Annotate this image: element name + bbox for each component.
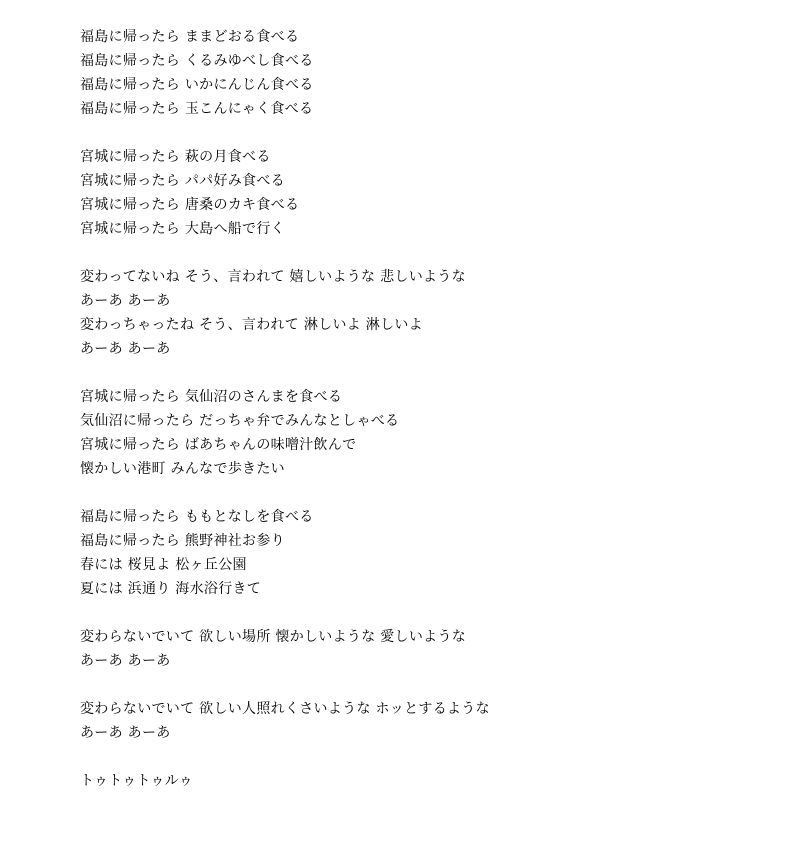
stanza-gap [80, 241, 780, 265]
lyric-line: 変わらないでいて 欲しい人照れくさいような ホッとするような [80, 701, 490, 717]
lyric-line: あーあ あーあ [80, 725, 171, 741]
stanza [80, 505, 780, 601]
lyric-line: 宮城に帰ったら 萩の月食べる [80, 149, 271, 165]
lyric-line: 宮城に帰ったら 気仙沼のさんまを食べる [80, 389, 343, 405]
stanza-gap [80, 745, 780, 769]
stanza [80, 265, 780, 361]
stanza [80, 697, 780, 745]
lyric-line: 変わってないね そう、言われて 嬉しいような 悲しいような [80, 269, 466, 285]
stanza-gap [80, 361, 780, 385]
stanza [80, 625, 780, 673]
lyric-line: 福島に帰ったら くるみゆべし食べる [80, 53, 314, 69]
lyric-line: 福島に帰ったら いかにんじん食べる [80, 77, 314, 93]
lyrics-document [80, 25, 780, 793]
lyric-line: 気仙沼に帰ったら だっちゃ弁でみんなとしゃべる [80, 413, 400, 429]
lyric-line: トゥトゥトゥルゥ [80, 773, 194, 789]
lyric-line: 宮城に帰ったら ばあちゃんの味噌汁飲んで [80, 437, 357, 453]
lyric-line: 宮城に帰ったら パパ好み食べる [80, 173, 285, 189]
lyric-line: 福島に帰ったら 熊野神社お参り [80, 533, 285, 549]
lyric-line: 宮城に帰ったら 唐桑のカキ食べる [80, 197, 300, 213]
lyric-line: 福島に帰ったら 玉こんにゃく食べる [80, 101, 314, 117]
lyric-line: 春には 桜見よ 松ヶ丘公園 [80, 557, 247, 573]
stanza-gap [80, 121, 780, 145]
lyric-line: 福島に帰ったら ままどおる食べる [80, 29, 300, 45]
lyric-line: 福島に帰ったら ももとなしを食べる [80, 509, 314, 525]
stanza [80, 769, 780, 793]
lyric-line: あーあ あーあ [80, 341, 171, 357]
stanza [80, 145, 780, 241]
lyric-line: 夏には 浜通り 海水浴行きて [80, 581, 262, 597]
stanza-gap [80, 673, 780, 697]
lyric-line: あーあ あーあ [80, 293, 171, 309]
lyric-line: あーあ あーあ [80, 653, 171, 669]
lyric-line: 変わっちゃったね そう、言われて 淋しいよ 淋しいよ [80, 317, 424, 333]
lyric-line: 変わらないでいて 欲しい場所 懐かしいような 愛しいような [80, 629, 467, 645]
stanza-gap [80, 481, 780, 505]
stanza [80, 385, 780, 481]
stanza-gap [80, 601, 780, 625]
lyric-line: 宮城に帰ったら 大島へ船で行く [80, 221, 285, 237]
lyric-line: 懐かしい港町 みんなで歩きたい [80, 461, 285, 477]
stanza [80, 25, 780, 121]
